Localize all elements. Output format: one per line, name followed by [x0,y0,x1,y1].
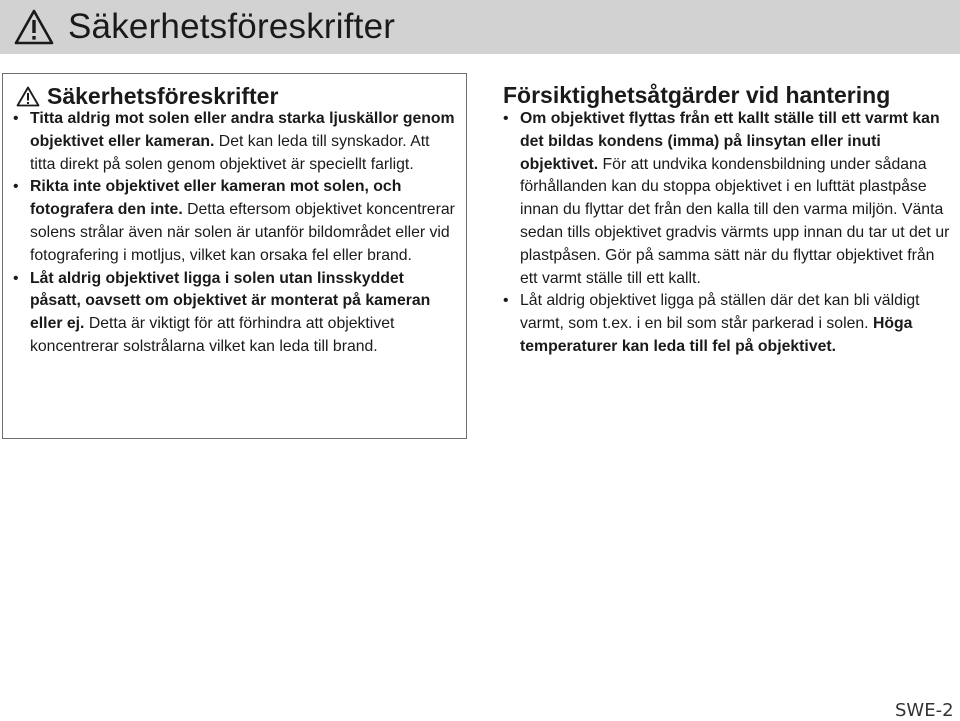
bold-text: Om objektivet flyttas från ett kallt ställe till ett varmt kan det bildas kondens (imma) på linsytan eller inuti objektivet. [520,110,940,173]
safety-box-title [16,83,278,110]
bold-text: Rikta inte objektivet eller kameran mot solen, och fotografera den inte. [30,178,402,219]
body-text: Detta är viktigt för att förhindra att objektivet koncentrerar solstrålarna vilket kan leda till brand. [30,315,395,355]
bold-text: Låt aldrig objektivet ligga i solen utan linsskyddet påsatt, oavsett om objektivet är monterat på kameran eller ej. [30,269,431,333]
list-item [13,176,455,267]
body-text: Det kan leda till synskador. Att titta direkt på solen genom objektivet är speciellt farligt. [30,132,430,173]
page-title: Säkerhetsföreskrifter [68,7,396,46]
safety-list [13,108,455,359]
warning-triangle-icon [16,86,40,107]
handling-heading: Försiktighetsåtgärder vid hantering [503,82,891,108]
safety-heading: Säkerhetsföreskrifter [47,83,279,109]
handling-list [503,108,953,359]
list-item [13,268,455,359]
body-text: För att undvika kondensbildning under sådana förhållanden kan du stoppa objektivet i en lufttät plastpåse innan du flyttar det från den kalla till den varma miljön. Vänta sedan tills objektivet gradvis värmts upp innan du tar ut det ur plastpåsen. Gör på samma sätt när du flyttar objektivet från ett varmt ställe till ett kallt. [520,155,950,287]
body-text: Låt aldrig objektivet ligga på ställen där det kan bli väldigt varmt, som t.ex. i en bil som står parkerad i solen. [520,292,920,333]
bold-text: Höga temperaturer kan leda till fel på objektivet. [520,315,913,355]
list-item [503,290,953,358]
list-item [13,108,455,176]
warning-triangle-icon [14,9,54,45]
page-number: SWE-2 [895,700,954,721]
page-header [0,0,960,54]
list-item [503,108,953,290]
bold-text: Titta aldrig mot solen eller andra starka ljuskällor genom objektivet eller kameran. [30,110,455,150]
body-text: Detta eftersom objektivet koncentrerar solens strålar även när solen är utanför bildområdet eller vid fotografering i motljus, vilket kan orsaka fel eller brand. [30,201,455,264]
